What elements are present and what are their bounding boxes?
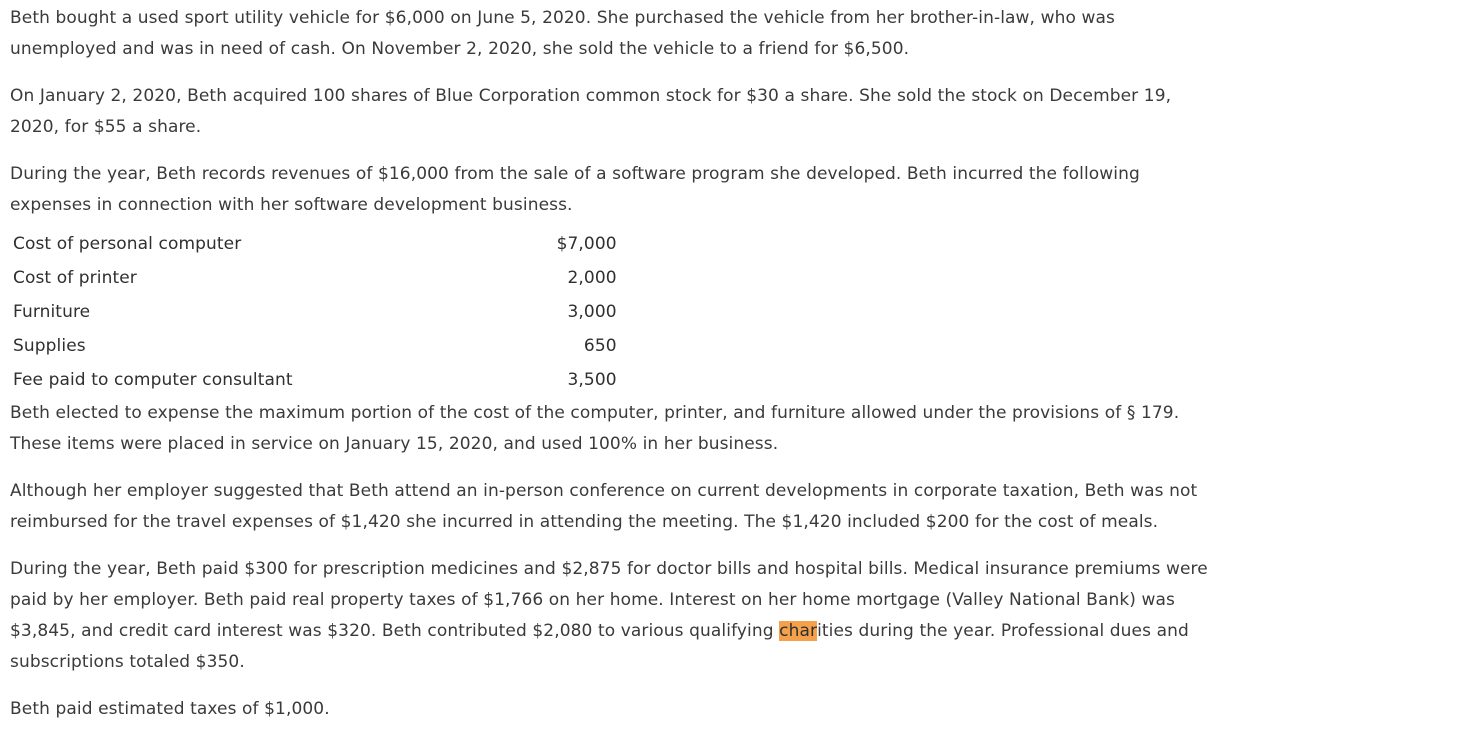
expense-amount: $7,000 bbox=[556, 234, 617, 254]
expense-table bbox=[10, 227, 617, 397]
expense-amount: 2,000 bbox=[567, 268, 617, 288]
paragraph-travel bbox=[10, 476, 1310, 538]
table-row bbox=[10, 261, 617, 295]
text-line: Beth elected to expense the maximum portion of the cost of the computer, printer, and furniture allowed under the provisions of § 179. bbox=[10, 403, 1180, 423]
expense-label: Supplies bbox=[13, 336, 86, 356]
text-line: These items were placed in service on January 15, 2020, and used 100% in her business. bbox=[10, 434, 779, 454]
text-line: paid by her employer. Beth paid real property taxes of $1,766 on her home. Interest on her home mortgage (Valley National Bank) was bbox=[10, 590, 1175, 610]
text-line: On January 2, 2020, Beth acquired 100 shares of Blue Corporation common stock for $30 a share. She sold the stock on December 19, bbox=[10, 86, 1172, 106]
expense-label: Cost of personal computer bbox=[13, 234, 242, 254]
table-row bbox=[10, 363, 617, 397]
expense-amount: 3,000 bbox=[567, 302, 617, 322]
text-line: Beth bought a used sport utility vehicle for $6,000 on June 5, 2020. She purchased the vehicle from her brother-in-law, who was bbox=[10, 8, 1115, 28]
text-line: reimbursed for the travel expenses of $1,420 she incurred in attending the meeting. The $1,420 included $200 for the cost of meals. bbox=[10, 512, 1159, 532]
text-line: expenses in connection with her software development business. bbox=[10, 195, 573, 215]
text-line: unemployed and was in need of cash. On November 2, 2020, she sold the vehicle to a friend for $6,500. bbox=[10, 39, 910, 59]
search-highlight: char bbox=[779, 621, 818, 641]
paragraph-estimated-taxes bbox=[10, 694, 1310, 725]
paragraph-section-179 bbox=[10, 398, 1310, 460]
paragraph-revenue bbox=[10, 159, 1310, 221]
text-line bbox=[10, 616, 1310, 647]
table-row bbox=[10, 227, 617, 261]
table-row bbox=[10, 329, 617, 363]
expense-label: Furniture bbox=[13, 302, 91, 322]
text-segment: $3,845, and credit card interest was $320. Beth contributed $2,080 to various qualifying bbox=[10, 621, 780, 641]
paragraph-personal-expenses bbox=[10, 554, 1310, 678]
expense-label: Cost of printer bbox=[13, 268, 137, 288]
expense-amount: 650 bbox=[583, 336, 617, 356]
expense-label: Fee paid to computer consultant bbox=[13, 370, 293, 390]
text-line: Beth paid estimated taxes of $1,000. bbox=[10, 699, 330, 719]
text-line: Although her employer suggested that Beth attend an in-person conference on current developments in corporate taxation, Beth was not bbox=[10, 481, 1198, 501]
paragraph-stock bbox=[10, 81, 1310, 143]
table-row bbox=[10, 295, 617, 329]
paragraph-vehicle bbox=[10, 3, 1310, 65]
text-line: subscriptions totaled $350. bbox=[10, 652, 245, 672]
text-line: 2020, for $55 a share. bbox=[10, 117, 202, 137]
expense-amount: 3,500 bbox=[567, 370, 617, 390]
text-segment: ities during the year. Professional dues and bbox=[817, 621, 1189, 641]
text-line: During the year, Beth paid $300 for prescription medicines and $2,875 for doctor bills and hospital bills. Medical insurance premiums were bbox=[10, 559, 1208, 579]
text-line: During the year, Beth records revenues of $16,000 from the sale of a software program she developed. Beth incurred the following bbox=[10, 164, 1140, 184]
